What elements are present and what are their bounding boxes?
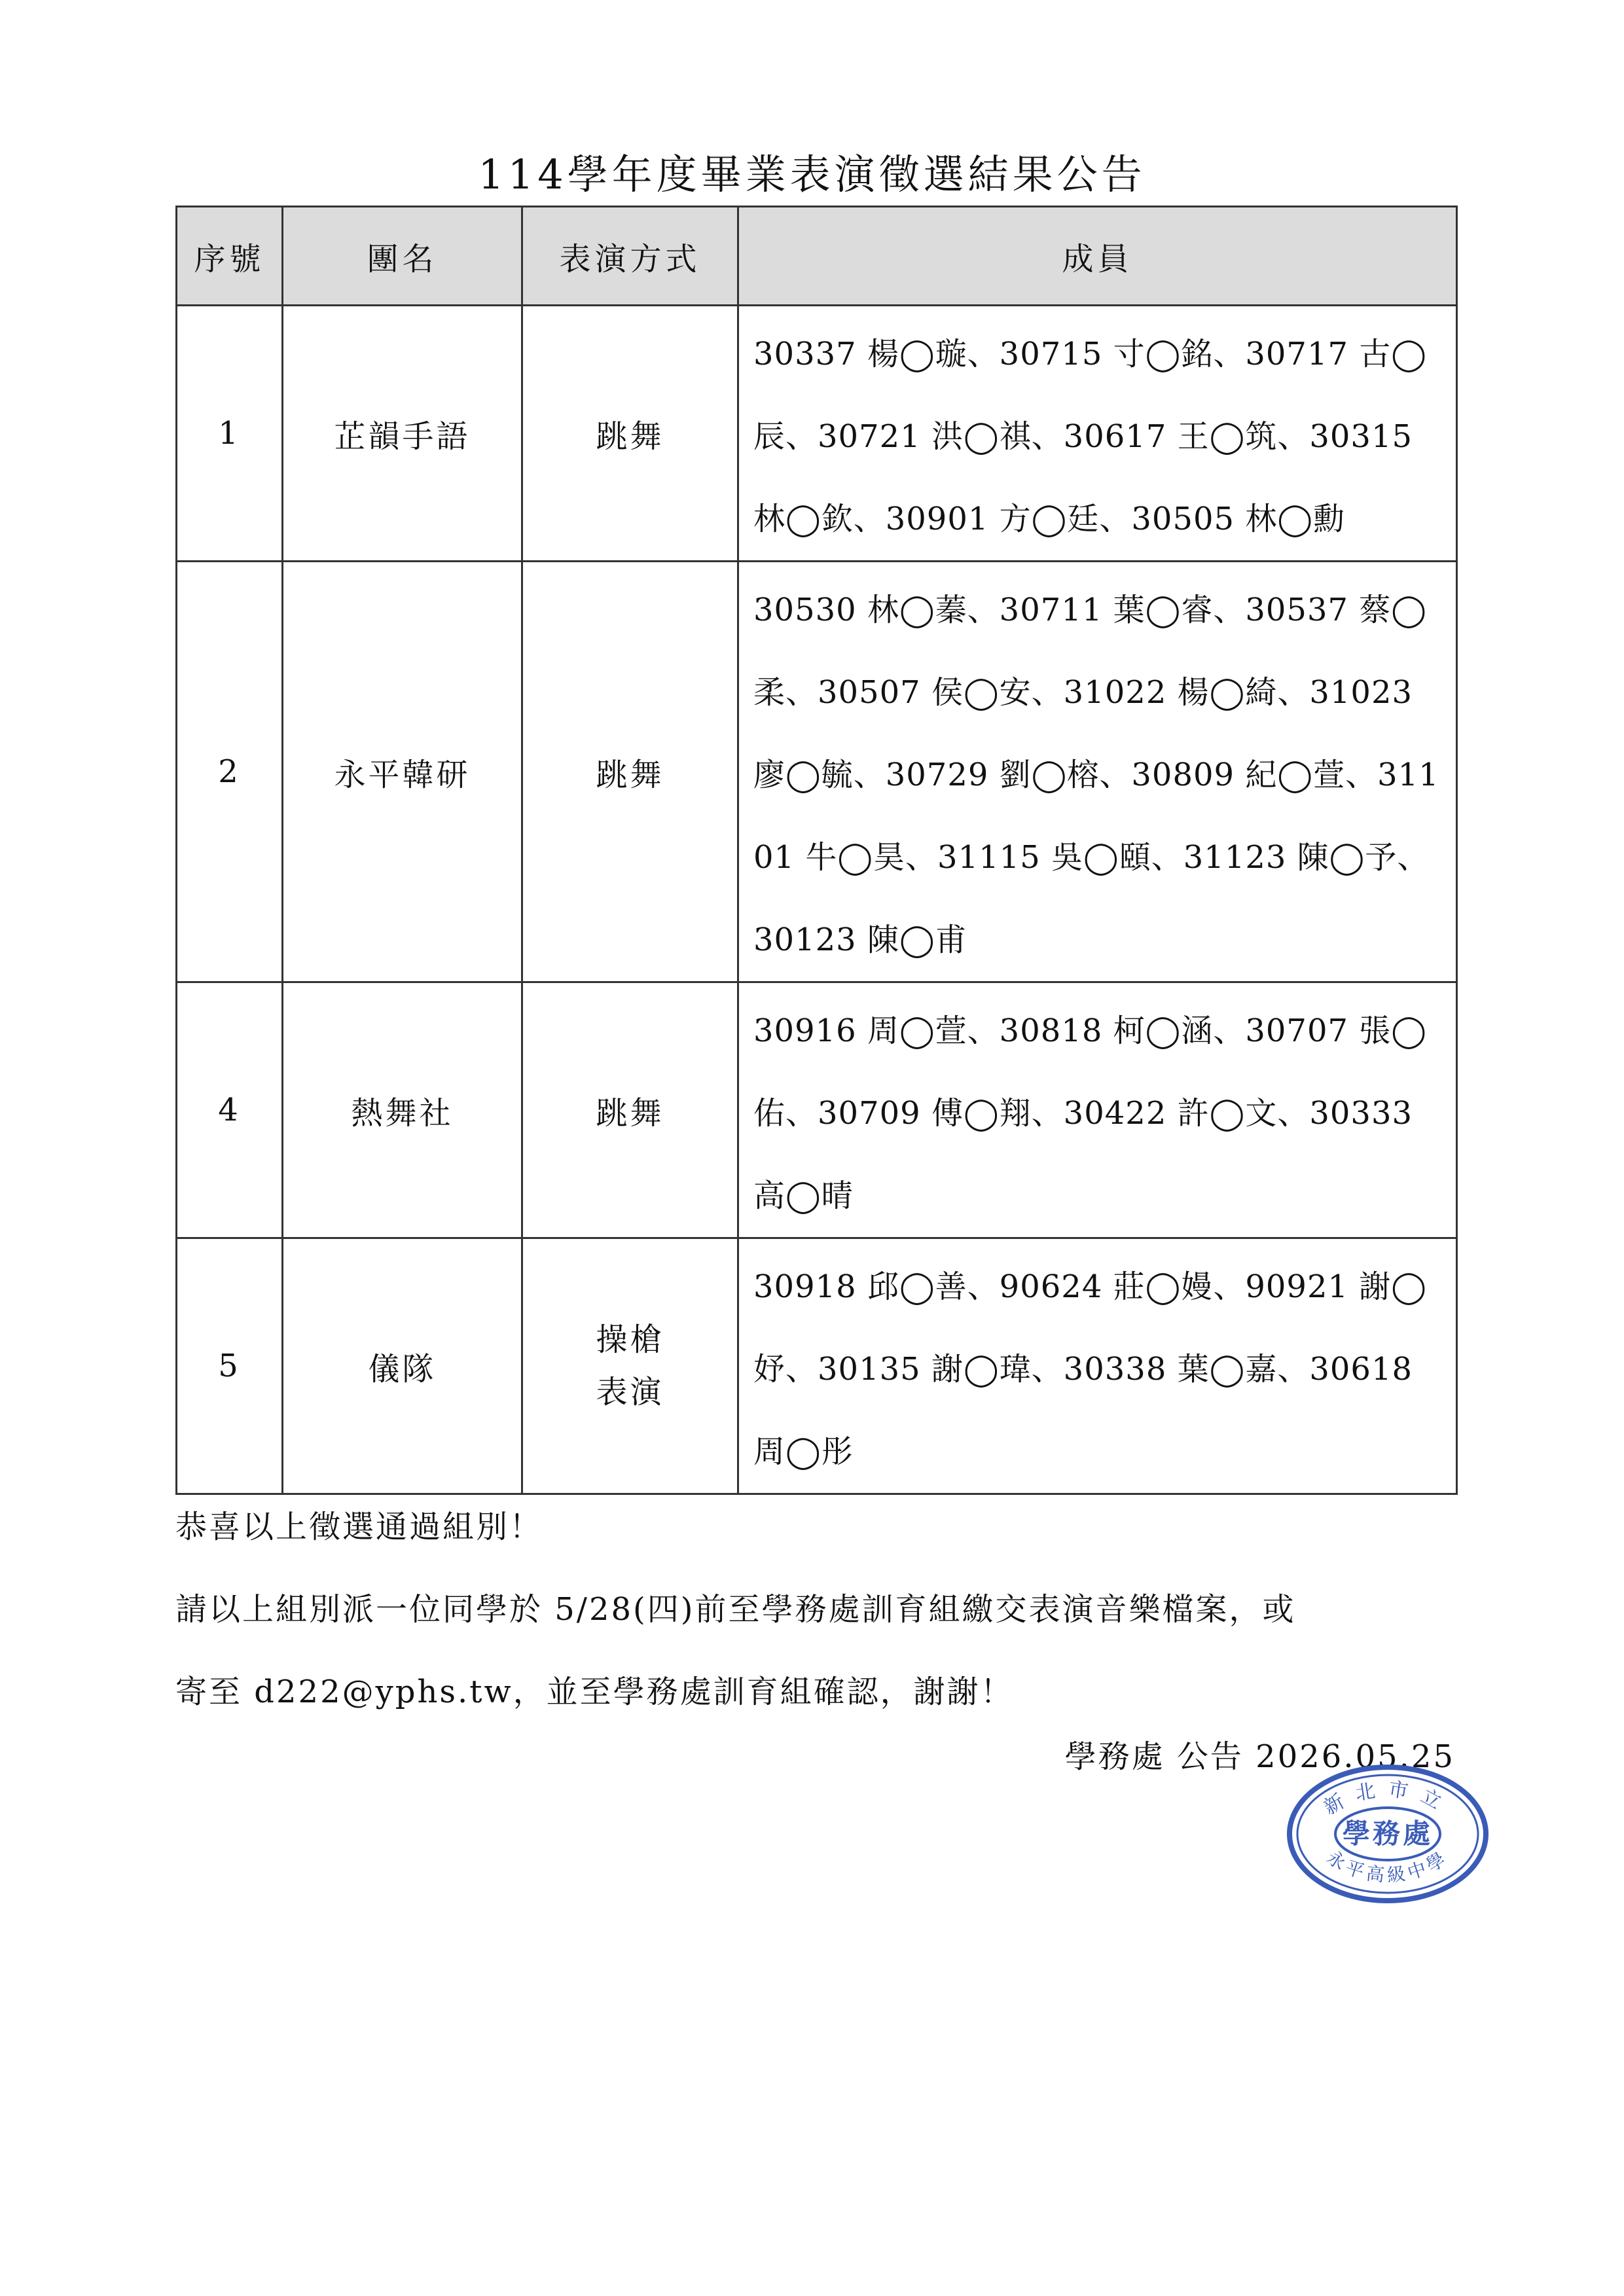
row-members: 30337 楊◯璇、30715 寸◯銘、30717 古◯辰、30721 洪◯祺、30617 王◯筑、30315 林◯欽、30901 方◯廷、30505 林◯勳 <box>738 306 1457 562</box>
page-title: 114學年度畢業表演徵選結果公告 <box>478 151 1146 198</box>
row-team: 熱舞社 <box>283 982 522 1238</box>
office-seal <box>1283 1761 1492 1905</box>
header-members: 成員 <box>738 207 1457 306</box>
svg-text:新北市立: 新北市立 <box>1320 1778 1456 1820</box>
row-method: 跳舞 <box>522 562 738 982</box>
row-members: 30916 周◯萱、30818 柯◯涵、30707 張◯佑、30709 傅◯翔、30422 許◯文、30333 高◯晴 <box>738 982 1457 1238</box>
table-row <box>177 306 1457 562</box>
row-method: 跳舞 <box>522 306 738 562</box>
row-members: 30918 邱◯善、90624 莊◯嫚、90921 謝◯妤、30135 謝◯瑋、30338 葉◯嘉、30618 周◯彤 <box>738 1238 1457 1494</box>
row-team: 永平韓研 <box>283 562 522 982</box>
header-team: 團名 <box>283 207 522 306</box>
instruction-line-1: 請以上組別派一位同學於 5/28(四)前至學務處訓育組繳交表演音樂檔案，或 <box>175 1591 1296 1628</box>
congrats-note: 恭喜以上徵選通過組別！ <box>175 1509 543 1545</box>
row-team: 芷韻手語 <box>283 306 522 562</box>
table-header-row <box>177 207 1457 306</box>
row-number: 5 <box>177 1238 283 1494</box>
row-method <box>522 1238 738 1494</box>
results-table <box>175 206 1458 1495</box>
row-team: 儀隊 <box>283 1238 522 1494</box>
signature: 學務處 公告 2026.05.25 <box>1064 1738 1455 1775</box>
table-row <box>177 982 1457 1238</box>
table-row <box>177 1238 1457 1494</box>
row-method: 跳舞 <box>522 982 738 1238</box>
svg-text:永平高級中學: 永平高級中學 <box>1322 1846 1453 1886</box>
table-row <box>177 562 1457 982</box>
header-method: 表演方式 <box>522 207 738 306</box>
row-number: 2 <box>177 562 283 982</box>
notes <box>175 1486 1471 1733</box>
instruction-line-2: 寄至 d222@yphs.tw，並至學務處訓育組確認，謝謝！ <box>175 1674 1014 1710</box>
row-members: 30530 林◯蓁、30711 葉◯睿、30537 蔡◯柔、30507 侯◯安、31022 楊◯綺、31023 廖◯毓、30729 劉◯榕、30809 紀◯萱、31101 牛◯昊、31115 吳◯頤、31123 陳◯予、30123 陳◯甫 <box>738 562 1457 982</box>
row-number: 1 <box>177 306 283 562</box>
method-line: 操槍 <box>596 1321 664 1358</box>
svg-text:學務處: 學務處 <box>1342 1818 1434 1850</box>
row-number: 4 <box>177 982 283 1238</box>
header-number: 序號 <box>177 207 283 306</box>
method-line: 表演 <box>596 1374 664 1410</box>
